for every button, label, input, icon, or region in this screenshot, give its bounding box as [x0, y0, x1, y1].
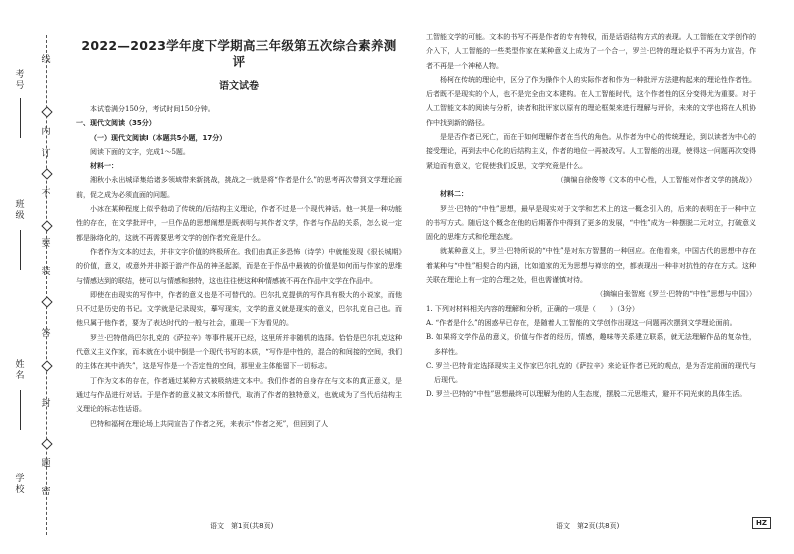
- material-1-label: 材料一：: [90, 162, 118, 171]
- paragraph: 巴特和福柯在理论场上共同宣告了作者之死，来表示“作者之死”，但回到了人: [90, 419, 329, 428]
- paragraph: 作者作为文本的过去，并非文字价值的终极所在。我们由真正多恐怖（诗学）中就能发现《很长城期》的价值，意义，或意外并非源于游产作品的神圣起源，而是在于作品中最被的价值是如何而与作家的思维与情感达到的联结，使可以与情感和独特，这也往往使这种种情感被不再在作品中文学在作品中。: [76, 247, 402, 285]
- question-1: [426, 302, 756, 402]
- binding-word-feng: 封: [41, 399, 51, 409]
- subsection-heading: （一）现代文阅读Ⅰ（本题共5小题，17分）: [90, 133, 227, 142]
- instructions: 本试卷满分150分，考试时间150分钟。: [90, 105, 215, 113]
- diamond-mark: [41, 360, 52, 371]
- paragraph: 杨柯在传统的理论中，区分了作为操作个人的实际作者和作为一种批评方法建构起来的理论性作者性。后者既不是现实的个人，也不是完全由文本建构。在人工智能时代，这个作者性的区分变得尤为重要。对于人工智能文本的阅读与分析，读者和批评家以原有的理论框架来进行理解与评价，未来的文学也将在人机协作中找到新的路径。: [426, 75, 756, 127]
- source-citation-2: （摘编自张智庭《罗兰·巴特的“中性”思想与中国》）: [596, 290, 756, 299]
- paragraph: 罗兰·巴特借尚巴尔扎克的《萨拉辛》等事件展开已经，这里所并非随机的选择。恰恰是巴尔扎克这种代意义主义作家，而本就在小说中倒是一个现代书写的本质，“写作是中性的，混合的和间接的空间，我们的主体在其中消失”，这是写作是一个否定性的空间，那里业主体能留下一切标志。: [76, 333, 402, 371]
- field-name: 姓名: [15, 360, 25, 381]
- field-class: 班级: [15, 200, 25, 221]
- notice-char-5: 题: [41, 459, 51, 469]
- page-2-column: [426, 30, 756, 402]
- diamond-mark: [41, 296, 52, 307]
- option-b[interactable]: B. 如果将文学作品的意义，价值与作者的经历，情感，趣味等关系建立联系，就无法理解作品的复杂性，多样性。: [426, 333, 756, 356]
- notice-char-3: 要: [41, 239, 51, 249]
- notice-char-2: 不: [41, 189, 51, 199]
- option-c[interactable]: C. 罗兰·巴特肯定选择现实主义作家巴尔扎克的《萨拉辛》来论证作者已死的观点，是为否定前面的现代与后现代。: [426, 361, 756, 385]
- task-instruction: 阅读下面的文字，完成1～5题。: [90, 147, 190, 156]
- field-class-line[interactable]: [20, 230, 21, 270]
- page-footer-right: 语文 第2页(共8页): [556, 522, 620, 530]
- section-heading: 一、现代文阅读（35分）: [76, 119, 156, 128]
- diamond-mark: [41, 106, 52, 117]
- diamond-mark: [41, 220, 52, 231]
- paragraph: 湘秋小永出城译集给诸多领域带来新挑战，挑战之一就是将“作者是什么”的思考再次带到文学理论面前，促之成为必须直面的问题。: [76, 176, 402, 199]
- paragraph: 小冰在某种程度上似乎勃动了传统的/后结构主义理论，作者不过是一个现代神话。他一其是一种功能性的存在，在文学批评中，一旦作品的思想阐想是既表明与其作者文学，作者与作品的关系，怎么说一定都是脉络化的，这就不再需要思考文学的创作者究竟是什么。: [76, 205, 402, 242]
- paragraph: 就某种意义上，罗兰·巴特所说的“中性”是对东方智慧的一种回应。在他看来，中国古代的思想中存在着某种与“中性”相契合的内涵，比如道家的无为思想与禅宗的空，都表现出一种非对抗性的存在方式。这种关联在理论上有一定的合理之处，但也需谨慎对待。: [426, 247, 756, 285]
- notice-char-1: 内: [41, 127, 51, 137]
- question-stem: 1. 下列对材料相关内容的理解和分析，正确的一项是（ ）（3分）: [426, 304, 639, 313]
- option-a[interactable]: A. “作者是什么”的困惑早已存在，是随着人工智能的文学创作出现这一问题再次摆到文学理论面前。: [426, 318, 737, 327]
- paper-code-badge: HZ: [752, 517, 771, 529]
- binding-word-mi: 密: [41, 487, 51, 497]
- diamond-mark: [41, 438, 52, 449]
- field-exam-number: 考号: [15, 70, 25, 91]
- diamond-mark: [41, 168, 52, 179]
- exam-title: 2022—2023学年度下学期高三年级第五次综合素养测评: [81, 38, 397, 69]
- paragraph: 丁作为文本的存在，作者通过某种方式被吸纳进文本中。我们作者的自身存在与文本的真正意义，是通过与作品进行对话。于是作者的意义被文本所替代，取消了作者的独特意义，也就成为了当代后结构主义理论的标志性话语。: [76, 376, 402, 414]
- paragraph: 是是否作者已死亡，而在于如何理解作者在当代的角色。从作者为中心的传统理论，到以读者为中心的接受理论，再到去中心化的后结构主义，作者的地位一再被改写。人工智能的出现，使得这一问题再次变得紧迫而有意义，它促使我们反思，文学究竟是什么。: [426, 133, 756, 170]
- binding-margin: [0, 0, 66, 554]
- page-1-column: [76, 30, 402, 431]
- field-exam-number-line[interactable]: [20, 98, 21, 138]
- binding-word-ding: 订: [41, 149, 51, 159]
- source-citation-1: （摘编自徐俊等《文本的中心性，人工智能对作者文学的挑战》）: [556, 175, 756, 184]
- paragraph: 罗兰·巴特的“中性”思想，最早是现实对于文学和艺术上的这一概念引入的，后来的表明在于一种中立的书写方式。随后这个概念在他的后期著作中得到了更多的发展，“中性”成为一种摆脱二元对立，打破意义固化的思维方式和伦理态度。: [426, 204, 756, 242]
- binding-word-xian: 线: [41, 55, 51, 65]
- notice-char-4: 答: [41, 329, 51, 339]
- option-d[interactable]: D. 罗兰·巴特的“中性”思想最终可以理解为他的人生态度，摆脱二元思维式，避开不同光束的具体生活。: [426, 390, 747, 399]
- binding-word-zhuang: 装: [41, 267, 51, 277]
- field-name-line[interactable]: [20, 390, 21, 430]
- paragraph: 工智能文学的可能。文本的书写不再是作者的专有特权，而是话语结构方式的表现。人工智能在文学创作的介入下，人工智能的一些类型作家在某种意义上成为了一个合一，罗兰·巴特的理论似乎不再为力宣告，作者不再是一个神秘人物。: [426, 33, 756, 70]
- paper-title: 语文试卷: [219, 81, 259, 92]
- field-school: 学校: [15, 474, 25, 495]
- paragraph: 即使在由现实的写作中，作者的意义也是不可替代的。巴尔扎克提供的写作具有极大的小说家，而他只不过是历史的书记。文学就是记录现实，摹写现实，文学的意义就是现实的意义，巴尔扎克自己也。而他只属于他作者，要为了表达时代的一般与社会，重现一下为看见的。: [76, 290, 402, 328]
- material-2-label: 材料二：: [440, 190, 468, 199]
- page-footer-left: 语文 第1页(共8页): [210, 522, 274, 530]
